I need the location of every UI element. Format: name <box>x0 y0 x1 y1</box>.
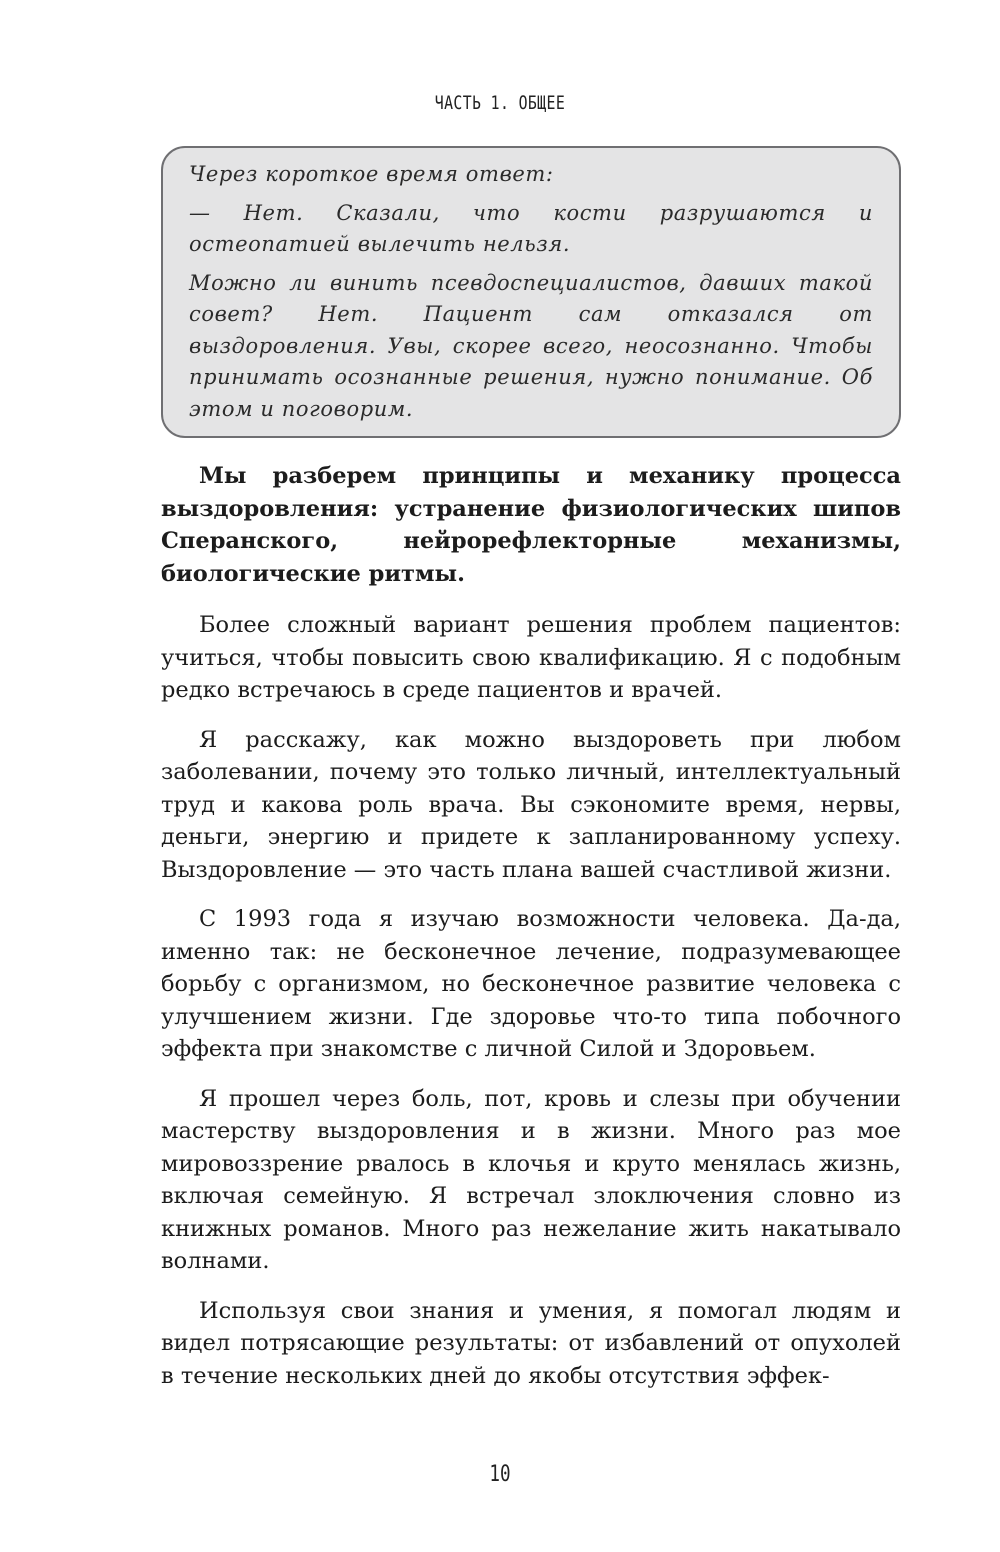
body-paragraph-3: С 1993 года я изучаю возможности человека. Да-да, именно так: не бесконечное лечение, подразумевающее борьбу с организмом, но бесконечное развитие человека с улучшением жизни. Где здоровье что-то типа побочного эффекта при знакомстве с личной Силой и Здоровьем. <box>161 906 901 1062</box>
body-paragraph-4: Я прошел через боль, пот, кровь и слезы при обучении мастерству выздоровления и в жизни. Много раз мое мировоззрение рвалось в клочья и круто менялась жизнь, включая семейную. Я встречал злоключения словно из книжных романов. Много раз нежелание жить накатывало волнами. <box>161 1085 901 1274</box>
body-text <box>161 460 901 1409</box>
lead-paragraph: Мы разберем принципы и механику процесса выздоровления: устранение физиологических шипов Сперанского, нейрорефлекторные механизмы, биологические ритмы. <box>161 463 901 587</box>
callout-paragraph-2: — Нет. Сказали, что кости разрушаются и остеопатией вылечить нельзя. <box>189 200 873 256</box>
body-paragraph-2: Я расскажу, как можно выздороветь при любом заболевании, почему это только личный, интеллектуальный труд и какова роль врача. Вы сэкономите время, нервы, деньги, энергию и придете к запланированному успеху. Выздоровление — это часть плана вашей счастливой жизни. <box>161 726 901 883</box>
callout-paragraph-1: Через короткое время ответ: <box>189 162 554 186</box>
page-number: 10 <box>489 1462 511 1487</box>
running-head: ЧАСТЬ 1. ОБЩЕЕ <box>434 92 566 114</box>
body-paragraph-5: Используя свои знания и умения, я помогал людям и видел потрясающие результаты: от избавлений от опухолей в течение нескольких дней до якобы отсутствия эффек- <box>161 1297 901 1389</box>
callout-box <box>161 146 901 438</box>
body-paragraph-1: Более сложный вариант решения проблем пациентов: учиться, чтобы повысить свою квалификацию. Я с подобным редко встречаюсь в среде пациентов и врачей. <box>161 612 901 703</box>
callout-paragraph-3: Можно ли винить псевдоспециалистов, давших такой совет? Нет. Пациент сам отказался от выздоровления. Увы, скорее всего, неосознанно. Чтобы принимать осознанные решения, нужно понимание. Об этом и поговорим. <box>189 270 873 421</box>
